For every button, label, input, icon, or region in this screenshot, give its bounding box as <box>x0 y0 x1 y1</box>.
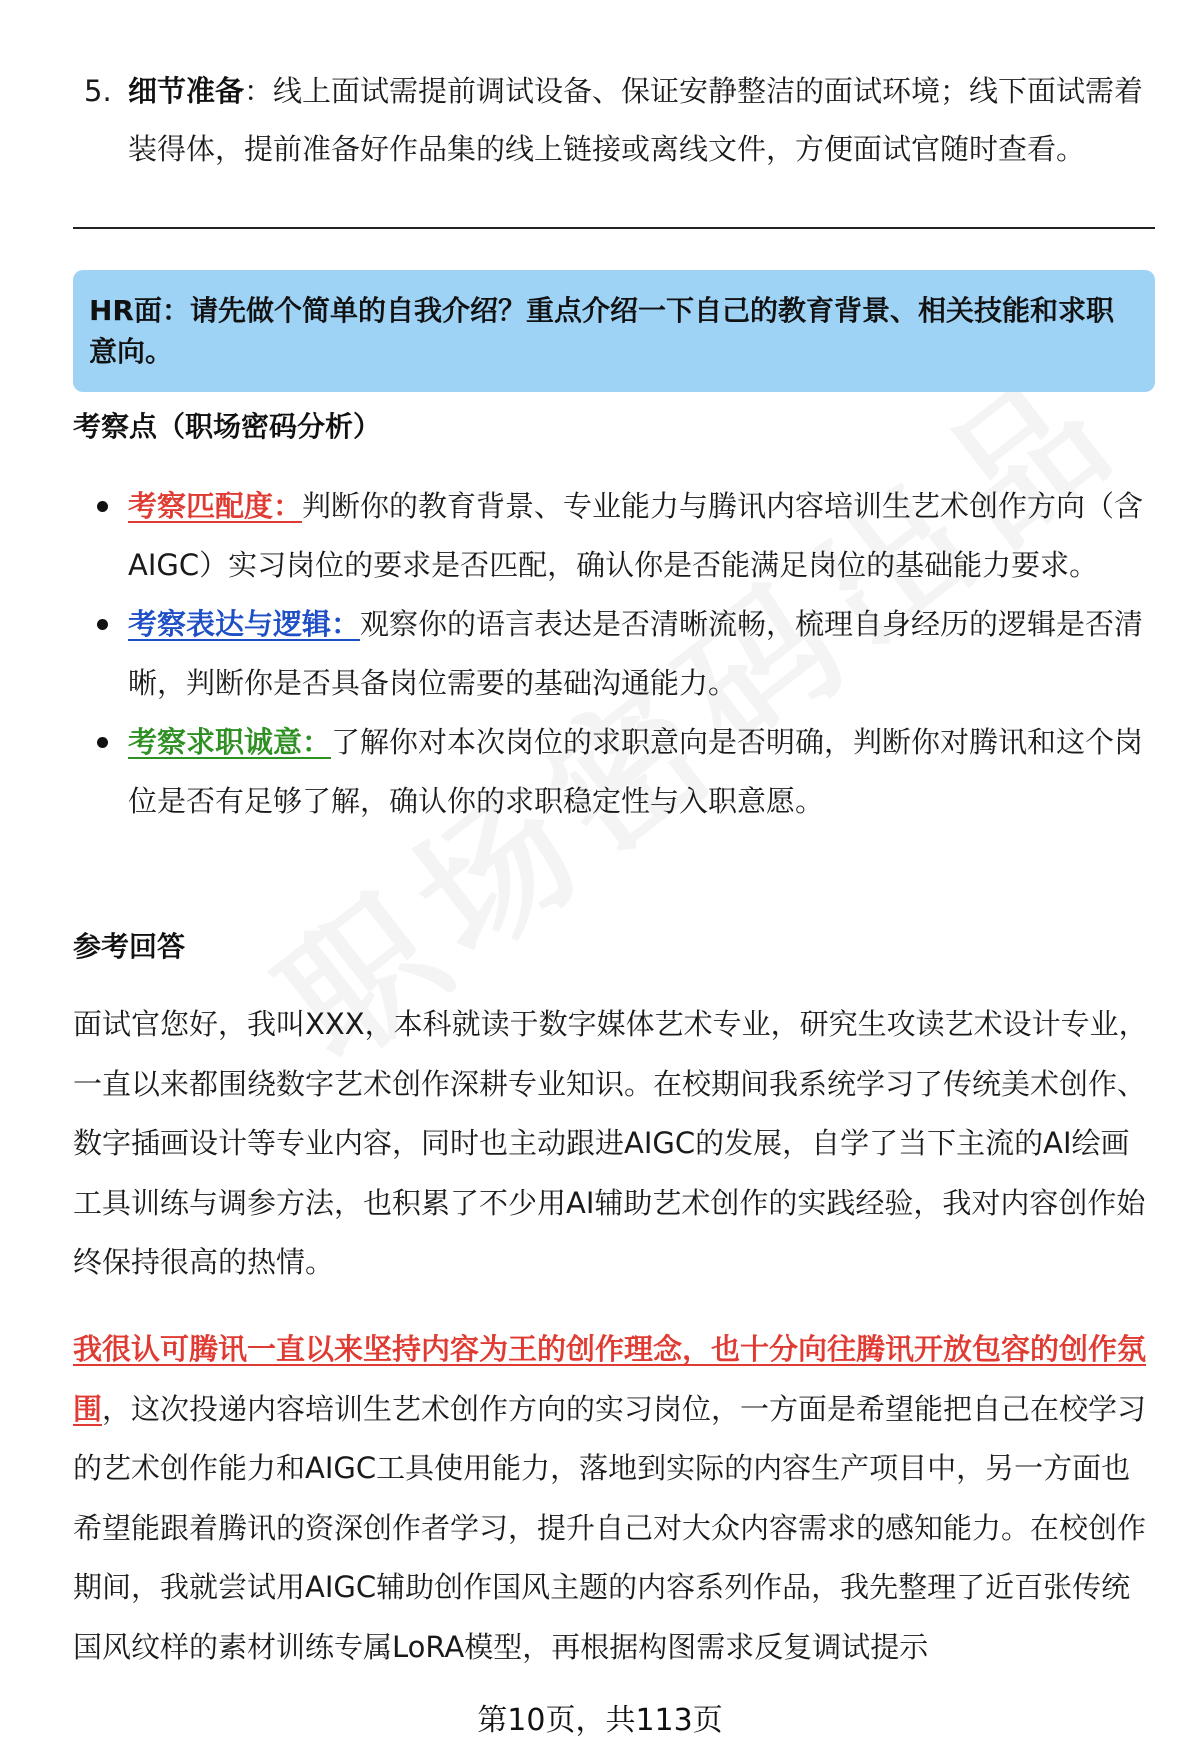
question-text: HR面：请先做个简单的自我介绍？重点介绍一下自己的教育背景、相关技能和求职意向。 <box>89 294 1114 368</box>
analysis-bullet-match <box>73 477 1155 595</box>
list-item-body: ：线上面试需提前调试设备、保证安静整洁的面试环境；线下面试需着装得体，提前准备好作品集的线上链接或离线文件，方便面试官随时查看。 <box>128 74 1144 166</box>
analysis-heading: 考察点（职场密码分析） <box>73 410 382 443</box>
list-item-5 <box>84 62 1144 178</box>
question-box <box>73 270 1155 392</box>
bullet-dot <box>97 737 108 748</box>
bullet-dot <box>97 619 108 630</box>
answer-highlight: 我很认可腾讯一直以来坚持内容为王的创作理念，也十分向往腾讯开放包容的创作氛围 <box>73 1332 1147 1426</box>
bullet-keyword: 考察匹配度： <box>128 489 303 523</box>
analysis-list <box>73 477 1155 831</box>
bullet-keyword: 考察表达与逻辑： <box>128 607 361 641</box>
list-item-text <box>128 62 1144 178</box>
answer-paragraph-2 <box>73 1320 1155 1677</box>
list-item-number: 5. <box>84 74 112 108</box>
page-footer: 第10页，共113页 <box>477 1703 723 1738</box>
bullet-text: 观察你的语言表达是否清晰流畅，梳理自身经历的逻辑是否清晰，判断你是否具备岗位需要的基础沟通能力。 <box>128 607 1144 700</box>
bullet-text: 判断你的教育背景、专业能力与腾讯内容培训生艺术创作方向（含AIGC）实习岗位的要求是否匹配，确认你是否能满足岗位的基础能力要求。 <box>128 489 1144 582</box>
section-divider <box>73 227 1155 229</box>
list-item-title: 细节准备 <box>128 74 245 108</box>
analysis-bullet-logic <box>73 595 1155 713</box>
analysis-bullet-sincerity <box>73 713 1155 831</box>
bullet-keyword: 考察求职诚意： <box>128 725 332 759</box>
bullet-dot <box>97 501 108 512</box>
answer-paragraph-1: 面试官您好，我叫XXX，本科就读于数字媒体艺术专业，研究生攻读艺术设计专业，一直以来都围绕数字艺术创作深耕专业知识。在校期间我系统学习了传统美术创作、数字插画设计等专业内容，同时也主动跟进AIGC的发展，自学了当下主流的AI绘画工具训练与调参方法，也积累了不少用AI辅助艺术创作的实践经验，我对内容创作始终保持很高的热情。 <box>73 1007 1148 1279</box>
answer-heading: 参考回答 <box>73 930 186 963</box>
answer-paragraph-2-text: ，这次投递内容培训生艺术创作方向的实习岗位，一方面是希望能把自己在校学习的艺术创作能力和AIGC工具使用能力，落地到实际的内容生产项目中，另一方面也希望能跟着腾讯的资深创作者学习，提升自己对大众内容需求的感知能力。在校创作期间，我就尝试用AIGC辅助创作国风主题的内容系列作品，我先整理了近百张传统国风纹样的素材训练专属LoRA模型，再根据构图需求反复调试提示 <box>73 1391 1147 1664</box>
bullet-text: 了解你对本次岗位的求职意向是否明确，判断你对腾讯和这个岗位是否有足够了解，确认你的求职稳定性与入职意愿。 <box>128 725 1144 818</box>
